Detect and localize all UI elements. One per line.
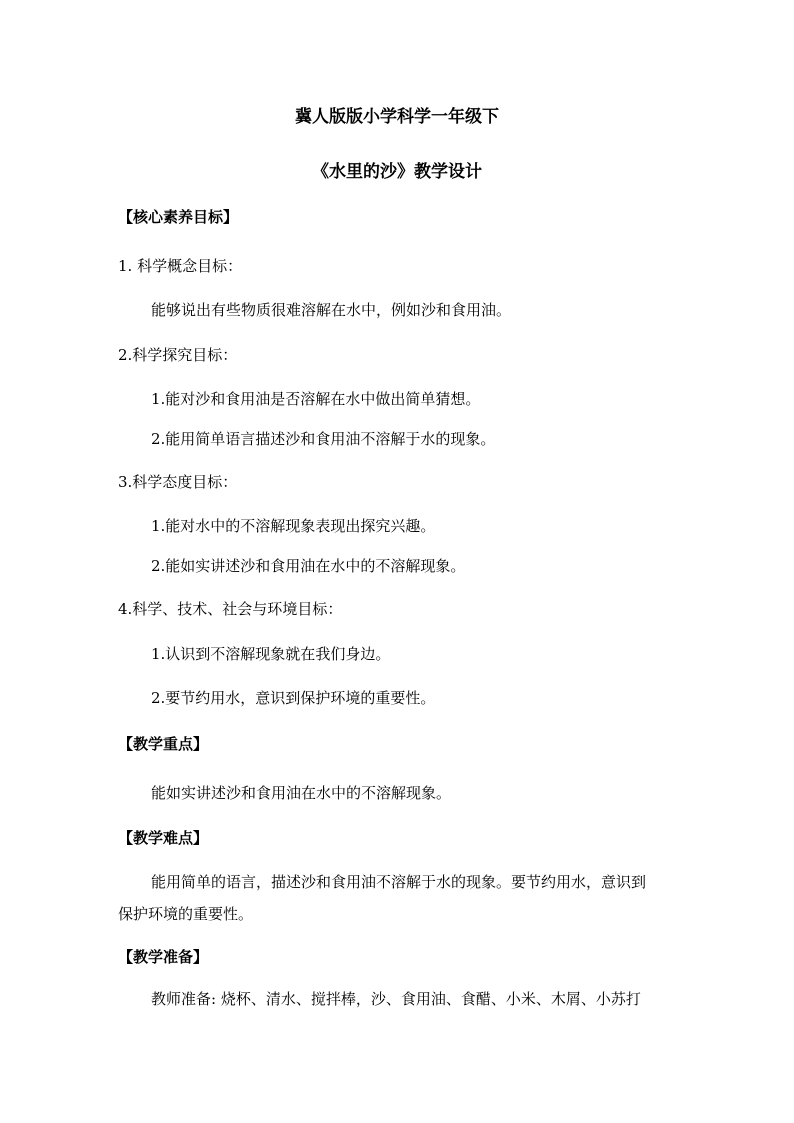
goal-3-line-1: 1.能对水中的不溶解现象表现出探究兴趣。 xyxy=(151,517,436,535)
section-heading-key-points: 【教学重点】 xyxy=(118,735,209,753)
difficulties-text-line-1: 能用简单的语言，描述沙和食用油不溶解于水的现象。要节约用水，意识到 xyxy=(151,873,647,891)
difficulties-text-line-2: 保护环境的重要性。 xyxy=(118,905,254,923)
section-heading-difficulties: 【教学难点】 xyxy=(118,829,209,847)
preparation-text: 教师准备: 烧杯、清水、搅拌棒，沙、食用油、食醋、小米、木屑、小苏打 xyxy=(151,990,641,1008)
goal-3-line-2: 2.能如实讲述沙和食用油在水中的不溶解现象。 xyxy=(151,557,466,575)
goal-1-label: 1. 科学概念目标： xyxy=(118,257,243,275)
goal-2-label: 2.科学探究目标： xyxy=(118,346,238,364)
goal-4-label: 4.科学、技术、社会与环境目标： xyxy=(118,600,343,618)
goal-4-line-2: 2.要节约用水，意识到保护环境的重要性。 xyxy=(151,689,436,707)
goal-4-line-1: 1.认识到不溶解现象就在我们身边。 xyxy=(151,645,391,663)
section-heading-preparation: 【教学准备】 xyxy=(118,948,209,966)
section-heading-goals: 【核心素养目标】 xyxy=(118,208,239,226)
document-title: 冀人版版小学科学一年级下 xyxy=(295,107,499,127)
goal-2-line-1: 1.能对沙和食用油是否溶解在水中做出简单猜想。 xyxy=(151,390,481,408)
goal-2-line-2: 2.能用简单语言描述沙和食用油不溶解于水的现象。 xyxy=(151,430,496,448)
key-points-text: 能如实讲述沙和食用油在水中的不溶解现象。 xyxy=(151,784,452,802)
goal-3-label: 3.科学态度目标： xyxy=(118,473,238,491)
document-subtitle: 《水里的沙》教学设计 xyxy=(312,162,482,182)
goal-1-text: 能够说出有些物质很难溶解在水中，例如沙和食用油。 xyxy=(151,301,512,319)
